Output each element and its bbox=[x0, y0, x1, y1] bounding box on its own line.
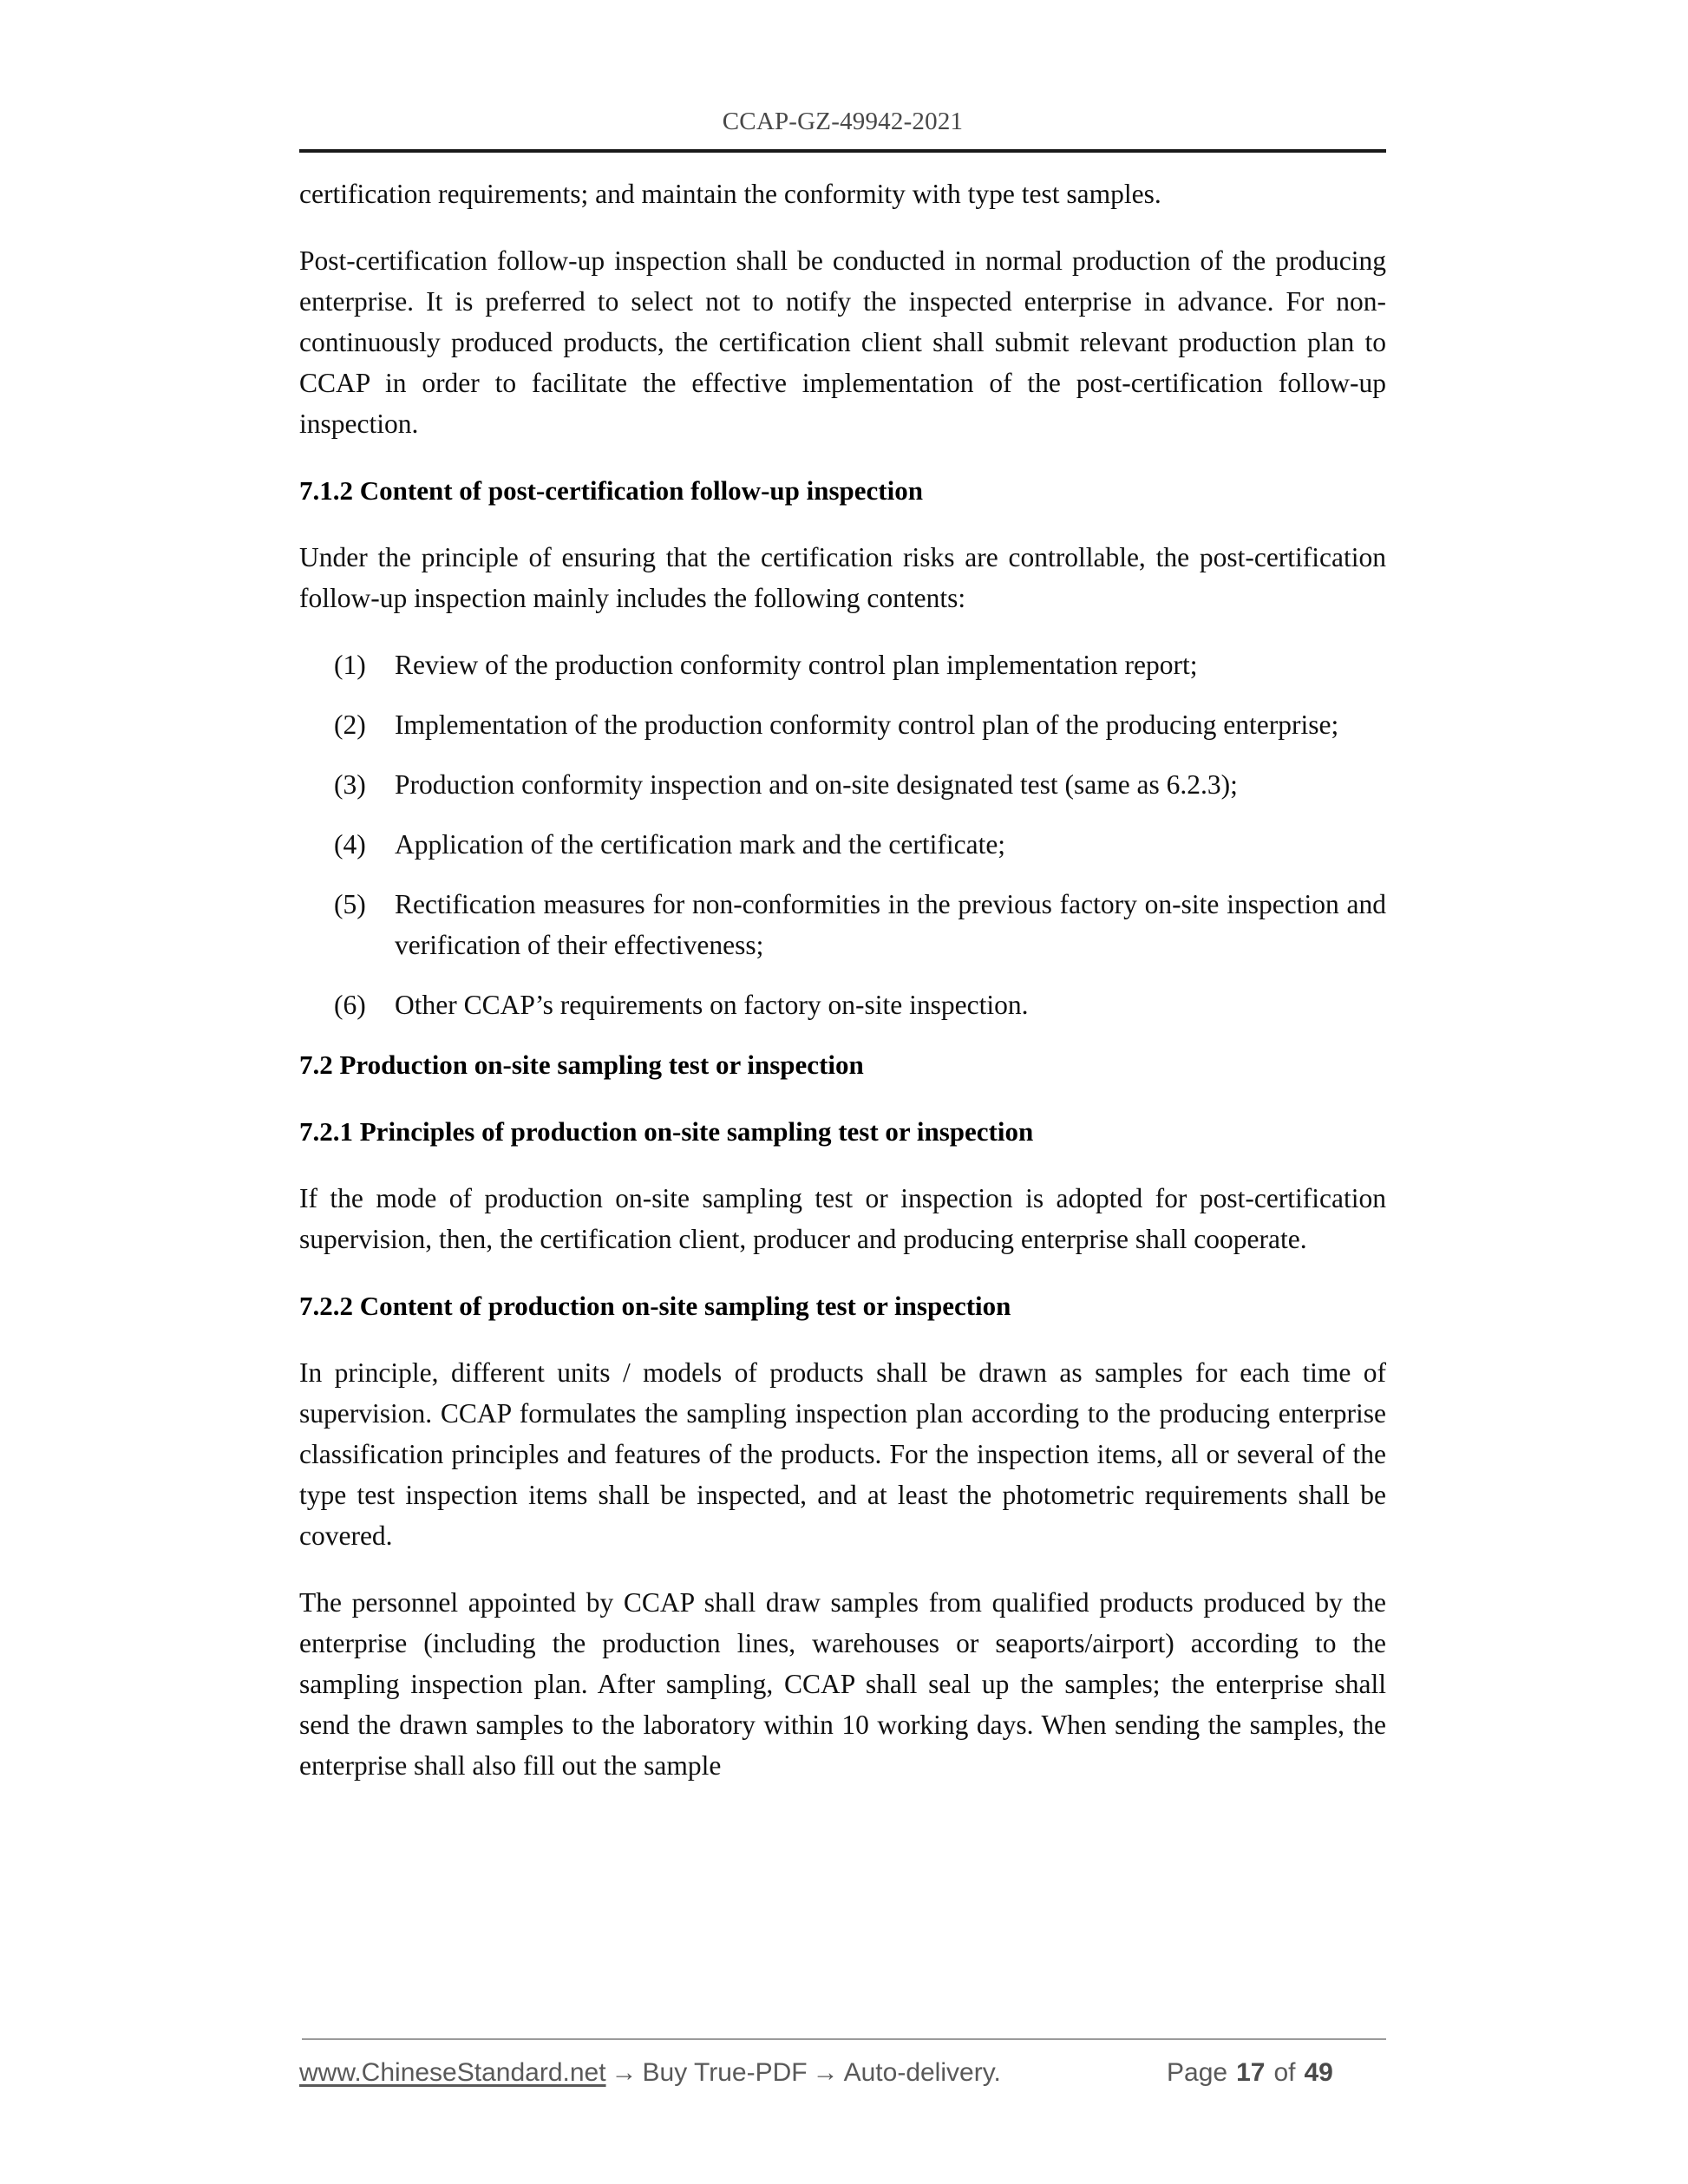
paragraph-in-principle: In principle, different units / models of products shall be drawn as samples for each time of supervision. CCAP formulates the sampling inspection plan according to the producing enterprise classification principles and features of the products. For the inspection items, all or several of the type test inspection items shall be inspected, and at least the photometric requirements shall be covered. bbox=[299, 1357, 1386, 1551]
arrow-right-icon: → bbox=[611, 2058, 638, 2087]
footer-offer-buy-true-pdf: Buy True-PDF bbox=[642, 2058, 808, 2087]
page-label: Page bbox=[1167, 2058, 1228, 2087]
page-of-label: of bbox=[1273, 2058, 1296, 2087]
list-item bbox=[299, 984, 1386, 1025]
page-header-title: CCAP-GZ-49942-2021 bbox=[722, 108, 964, 135]
section-heading-7-2: 7.2 Production on-site sampling test or inspection bbox=[299, 1049, 864, 1080]
list-item-text: Production conformity inspection and on-site designated test (same as 6.2.3); bbox=[395, 769, 1238, 800]
list-item bbox=[299, 884, 1386, 965]
list-item bbox=[299, 704, 1386, 745]
paragraph-continuation: certification requirements; and maintain the conformity with type test samples. bbox=[299, 179, 1161, 209]
header-divider bbox=[299, 149, 1386, 153]
section-heading-7-1-2: 7.1.2 Content of post-certification follow-up inspection bbox=[299, 475, 923, 506]
list-item-text: Review of the production conformity control plan implementation report; bbox=[395, 650, 1198, 680]
arrow-right-icon: → bbox=[812, 2058, 839, 2087]
page-footer bbox=[299, 2054, 1386, 2097]
list-item-text: Application of the certification mark and the certificate; bbox=[395, 829, 1006, 860]
footer-offer-auto-delivery: Auto-delivery. bbox=[843, 2058, 1001, 2087]
list-item bbox=[299, 764, 1386, 805]
list-item-text: Rectification measures for non-conformities in the previous factory on-site inspection and verification of their effectiveness; bbox=[395, 889, 1386, 960]
paragraph-the-personnel: The personnel appointed by CCAP shall draw samples from qualified products produced by the enterprise (including the production lines, warehouses or seaports/airport) according to the sampling inspection plan. After sampling, CCAP shall seal up the samples; the enterprise shall send the drawn samples to the laboratory within 10 working days. When sending the samples, the enterprise shall also fill out the sample bbox=[299, 1587, 1386, 1781]
list-item-text: Implementation of the production conformity control plan of the producing enterprise; bbox=[395, 709, 1339, 740]
section-heading-7-2-2: 7.2.2 Content of production on-site sampling test or inspection bbox=[299, 1291, 1011, 1321]
page-number-indicator bbox=[1167, 2054, 1333, 2092]
list-item-marker: (5) bbox=[334, 889, 366, 919]
paragraph-post-certification: Post-certification follow-up inspection shall be conducted in normal production of the producing enterprise. It is preferred to select not to notify the inspected enterprise in advance. For non-continuously produced products, the certification client shall submit relevant production plan to CCAP in order to facilitate the effective implementation of the post-certification follow-up inspection. bbox=[299, 245, 1386, 439]
page-total-number: 49 bbox=[1304, 2058, 1333, 2087]
section-heading-7-2-1: 7.2.1 Principles of production on-site sampling test or inspection bbox=[299, 1116, 1034, 1147]
list-item-marker: (3) bbox=[334, 769, 366, 800]
numbered-list-7-1-2 bbox=[299, 644, 1386, 1025]
footer-divider bbox=[302, 2038, 1386, 2040]
list-item-marker: (2) bbox=[334, 709, 366, 740]
list-item bbox=[299, 644, 1386, 685]
list-item-marker: (1) bbox=[334, 650, 366, 680]
list-item-marker: (4) bbox=[334, 829, 366, 860]
page-current-number: 17 bbox=[1236, 2058, 1266, 2087]
paragraph-under-the-principle: Under the principle of ensuring that the certification risks are controllable, the post-certification follow-up inspection mainly includes the following contents: bbox=[299, 542, 1386, 613]
list-item-text: Other CCAP’s requirements on factory on-site inspection. bbox=[395, 990, 1029, 1020]
paragraph-if-the-mode: If the mode of production on-site sampling test or inspection is adopted for post-certification supervision, then, the certification client, producer and producing enterprise shall cooperate. bbox=[299, 1183, 1386, 1254]
list-item-marker: (6) bbox=[334, 990, 366, 1020]
footer-promo bbox=[299, 2054, 1001, 2092]
list-item bbox=[299, 824, 1386, 865]
document-body bbox=[299, 173, 1386, 1812]
footer-site-link[interactable]: www.ChineseStandard.net bbox=[299, 2058, 606, 2087]
